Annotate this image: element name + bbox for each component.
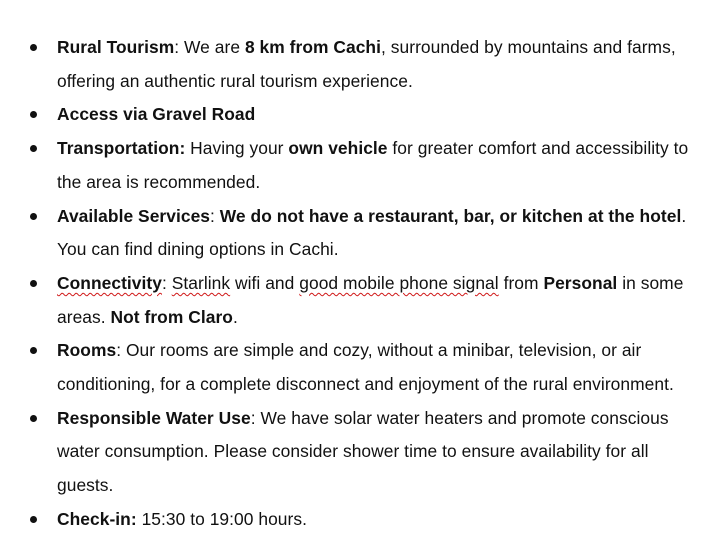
bullet-text: for greater comfort and accessibility to the area is recommended.: [57, 138, 689, 192]
spellcheck-word: Starlink: [171, 272, 231, 293]
bullet-rooms: [0, 334, 722, 401]
bullet-text: 15:30 to 19:00 hours.: [136, 508, 307, 529]
bullet-rural-tourism: [0, 31, 722, 98]
bullet-text: from: [498, 272, 544, 293]
bullet-bold-text: Personal: [543, 272, 618, 293]
bullet-text: : Our rooms are simple and cozy, without a minibar, television, or air conditioning, for a complete disconnect and enjoyment of the rural environment.: [57, 340, 674, 395]
bullet-dot-icon: [30, 415, 37, 422]
bullet-text: wifi and: [230, 272, 300, 293]
bullet-dot-icon: [30, 44, 37, 51]
bullet-dot-icon: [30, 145, 37, 152]
bullet-dot-icon: [30, 516, 37, 523]
bullet-text: : We have solar water heaters and promote conscious water consumption. Please consider shower time to ensure availability for all guests.: [57, 407, 669, 496]
bullet-bold-text: 8 km from Cachi: [244, 37, 381, 57]
bullet-label: Rural Tourism: [57, 37, 175, 57]
bullet-text: : We are: [174, 37, 245, 57]
bullet-text: in some areas.: [57, 272, 684, 327]
bullet-dot-icon: [30, 347, 37, 354]
bullet-label: Check-in:: [57, 508, 137, 529]
bullet-label: Rooms: [57, 340, 117, 361]
bullet-dot-icon: [30, 213, 37, 220]
bullet-access: [0, 98, 722, 132]
bullet-text: . You can find dining options in Cachi.: [57, 205, 687, 260]
bullet-dot-icon: [30, 280, 37, 287]
bullet-bold-text: Not from Claro: [110, 306, 233, 327]
bullet-label: Responsible Water Use: [57, 407, 251, 428]
bullet-dot-icon: [30, 111, 37, 118]
bullet-bold-text: own vehicle: [288, 138, 388, 159]
bullet-label: Connectivity: [57, 272, 162, 293]
bullet-label: Access via Gravel Road: [57, 104, 256, 125]
bullet-text: Having your: [185, 138, 289, 159]
bullet-text: .: [232, 306, 238, 327]
info-bullet-list: [0, 31, 722, 537]
bullet-label: Available Services: [57, 205, 211, 226]
bullet-connectivity: [0, 267, 722, 334]
bullet-label: Transportation:: [57, 138, 186, 159]
bullet-transportation: [0, 132, 722, 199]
bullet-available-services: [0, 200, 722, 267]
bullet-water-use: [0, 402, 722, 503]
bullet-text: :: [161, 272, 172, 293]
bullet-text: :: [210, 205, 220, 226]
document-page: [0, 31, 722, 537]
bullet-text: , surrounded by mountains and farms, offering an authentic rural tourism experience.: [57, 37, 676, 91]
bullet-bold-text: We do not have a restaurant, bar, or kitchen at the hotel: [219, 205, 682, 226]
bullet-check-in: [0, 503, 722, 537]
spellcheck-phrase: good mobile phone signal: [299, 272, 499, 293]
